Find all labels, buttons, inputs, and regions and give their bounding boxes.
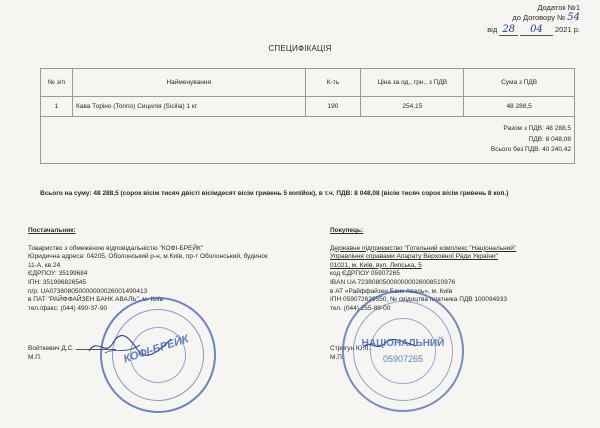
col-header-price: Ціна за од., грн., з ПДВ [361, 69, 464, 97]
page-title: СПЕЦИФІКАЦІЯ [268, 44, 332, 53]
col-header-qty: К-ть [305, 69, 361, 97]
supplier-line: Товариство з обмеженою відповідальністю "КОФІ-БРЕЙК" [28, 244, 204, 252]
buyer-stamp [342, 290, 464, 412]
supplier-stamp-text: КОФІ-БРЕЙК [122, 333, 191, 366]
supplier-line: ІПН: 351996826545 [28, 278, 87, 286]
buyer-line: IBAN UA 723808050000000026008510976 [330, 278, 456, 286]
buyer-line: код ЄДРПОУ 05907265 [330, 270, 400, 278]
total-vat: ПДВ: 8 048,08 [528, 135, 571, 143]
totals-row [41, 117, 575, 164]
total-words-label: Всього на суму: [40, 190, 92, 197]
buyer-seal-label: М.П. [330, 353, 344, 361]
totals-block [44, 124, 571, 156]
buyer-line: 01021, м. Київ, вул. Липська, 5 [330, 261, 422, 269]
cell-number: 1 [41, 97, 73, 117]
contract-number: 54 [567, 12, 580, 23]
buyer-line: Державне підприємство "Готельний комплекс "Національний" [330, 244, 517, 252]
date-day: 28 [499, 24, 518, 36]
col-header-name: Найменування [72, 69, 305, 97]
total-without-vat: Всього без ПДВ: 40 240,42 [490, 146, 571, 154]
supplier-line: п/р: UA073808050000000026001490413 [28, 287, 148, 295]
table-row [41, 97, 575, 117]
date-month: 04 [520, 24, 553, 36]
supplier-line: тел./факс: (044) 490-37-90 [28, 304, 108, 312]
buyer-line: в АТ «Райффайзен Банк Аваль», м. Київ [330, 287, 453, 295]
buyer-stamp-code: 05907265 [382, 354, 424, 364]
buyer-heading: Покупець: [330, 227, 364, 234]
buyer-stamp-text: НАЦІОНАЛЬНИЙ [361, 338, 445, 349]
col-header-sum: Сума з ПДВ [464, 69, 575, 97]
appendix-label: Додаток №1 [537, 3, 580, 12]
supplier-line: в ПАТ "РАЙФФАЙЗЕН БАНК АВАЛЬ", м. Київ [28, 296, 164, 304]
supplier-line: ЄДРПОУ: 35199684 [28, 270, 88, 278]
buyer-line: тел. (044) 255-89-00 [330, 304, 391, 312]
table-header-row [41, 69, 575, 97]
supplier-seal-label: М.П. [28, 353, 42, 361]
buyer-line: Управління справами Апарату Верховної Ради України" [330, 253, 498, 261]
date-line: від 28 04 2021 р. [487, 24, 580, 35]
cell-name: Кава Торіно (Torino) Сицилія (Sicilia) 1 кг [72, 97, 305, 117]
contract-line: до Договору № 54 [512, 12, 580, 23]
specification-table [40, 68, 575, 164]
cell-qty: 190 [305, 97, 361, 117]
supplier-line: 11-А, кв.24 [28, 261, 61, 269]
total-in-words [40, 190, 565, 199]
col-header-number: № з/п [41, 69, 73, 97]
supplier-signatory: Войткевич Д.С. [28, 345, 178, 354]
buyer-line: ІПН 059072626550, № свідоцтва платника ПДВ 100094933 [330, 296, 507, 304]
total-words-text: 48 288,5 (сорок вісім тисяч двісті вісімдесят вісім гривень 5 копійок), в т.ч. ПДВ: 8 048,08 (вісім тисяч сорок вісім гривень 8 коп.) [93, 190, 509, 197]
document-header [380, 3, 580, 35]
total-with-vat: Разом з ПДВ: 48 288,5 [503, 125, 571, 133]
buyer-signatory: Стригун Ю.Л. [330, 345, 371, 352]
supplier-heading: Постачальник: [28, 227, 76, 234]
supplier-line: Юридична адреса: 04205, Оболонський р-н, м.Київ, пр-т Оболонський, будинок [28, 253, 268, 261]
cell-sum: 48 288,5 [464, 97, 575, 117]
cell-price: 254,15 [361, 97, 464, 117]
